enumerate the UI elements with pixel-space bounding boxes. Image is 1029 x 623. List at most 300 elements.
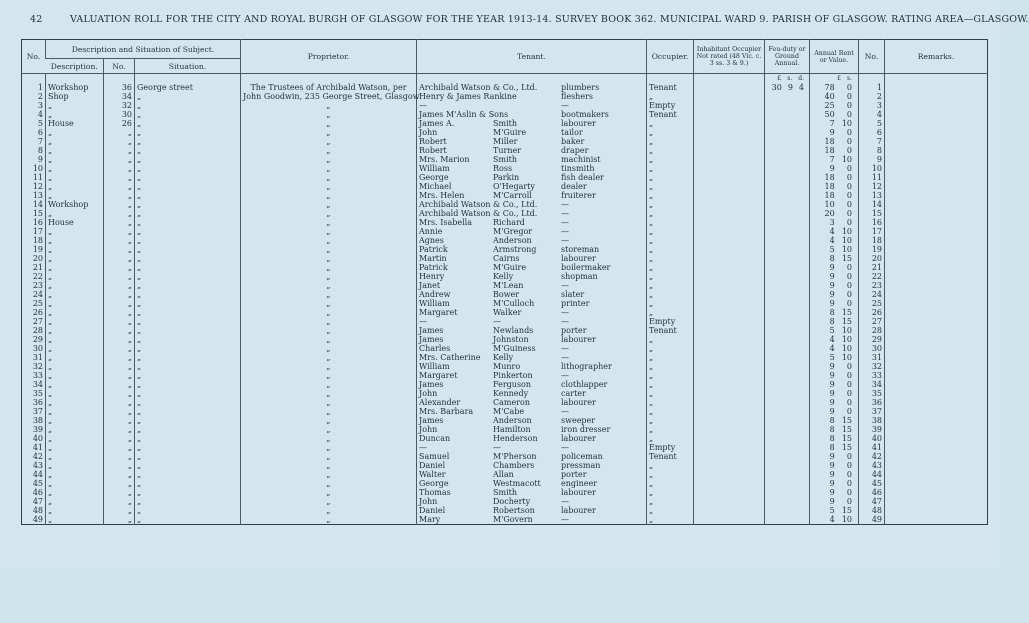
rent-shillings: 15 <box>841 308 852 317</box>
row-occupier: „ <box>647 290 694 299</box>
tenant-trade: printer <box>561 299 590 308</box>
row-rent <box>810 245 859 254</box>
row-number-right: 33 <box>859 371 885 380</box>
row-tenant <box>417 155 647 164</box>
row-situation: „ <box>135 452 241 461</box>
table-row <box>22 479 988 488</box>
rent-pounds: 4 <box>829 344 835 353</box>
row-number: 26 <box>32 308 43 317</box>
table-row <box>22 218 988 227</box>
row-number: 6 <box>37 128 43 137</box>
rent-pounds: 18 <box>824 182 835 191</box>
row-inhabitant-occupier <box>694 137 765 146</box>
row-remarks <box>885 308 988 317</box>
row-description: House <box>46 119 104 128</box>
row-occupier: „ <box>647 479 694 488</box>
row-number-right: 12 <box>859 182 885 191</box>
page-title: VALUATION ROLL FOR THE CITY AND ROYAL BURGH OF GLASGOW FOR THE YEAR 1913-14. SURVEY BOOK 362. MUNICIPAL WARD 9. PARISH OF GLASGOW. RATING AREA—GLASGOW. <box>70 14 1029 25</box>
row-rent <box>810 200 859 209</box>
rent-shillings: 0 <box>846 470 852 479</box>
header-situation: Situation. <box>135 59 241 74</box>
row-remarks <box>885 119 988 128</box>
unit-pounds: £ <box>777 75 782 82</box>
rent-pounds: 4 <box>829 236 835 245</box>
row-feu-duty <box>765 371 810 380</box>
row-remarks <box>885 83 988 92</box>
tenant-surname: Miller <box>493 137 518 146</box>
tenant-surname: O'Hegarty <box>493 182 535 191</box>
row-tenant <box>417 92 647 101</box>
rent-shillings: 10 <box>841 344 852 353</box>
row-number-right: 35 <box>859 389 885 398</box>
row-rent <box>810 110 859 119</box>
tenant-first-name: John <box>419 497 438 506</box>
tenant-first-name: Patrick <box>419 245 448 254</box>
tenant-first-name: James A. <box>419 119 455 128</box>
row-occupier: „ <box>647 209 694 218</box>
rent-shillings: 15 <box>841 416 852 425</box>
row-feu-duty <box>765 191 810 200</box>
row-occupier: „ <box>647 344 694 353</box>
row-feu-duty <box>765 506 810 515</box>
row-number: 4 <box>37 110 43 119</box>
row-remarks <box>885 497 988 506</box>
tenant-first-name: James M'Aslin & Sons <box>419 110 509 119</box>
row-rent <box>810 497 859 506</box>
row-proprietor: „ <box>241 182 417 191</box>
table-row <box>22 326 988 335</box>
table-row <box>22 137 988 146</box>
tenant-surname: M'Gregor <box>493 227 533 236</box>
rent-pounds: 9 <box>829 461 835 470</box>
row-description: Workshop <box>46 83 104 92</box>
tenant-surname: Henderson <box>493 434 538 443</box>
row-remarks <box>885 335 988 344</box>
rent-shillings: 15 <box>841 425 852 434</box>
rent-shillings: 0 <box>846 92 852 101</box>
row-number-right: 9 <box>859 155 885 164</box>
row-street-no: „ <box>104 281 135 290</box>
tenant-first-name: Janet <box>419 281 441 290</box>
tenant-trade: dealer <box>561 182 587 191</box>
row-occupier: „ <box>647 245 694 254</box>
tenant-first-name: William <box>419 299 450 308</box>
row-remarks <box>885 488 988 497</box>
tenant-trade: boilermaker <box>561 263 611 272</box>
row-proprietor: „ <box>241 299 417 308</box>
row-remarks <box>885 164 988 173</box>
row-description: „ <box>46 371 104 380</box>
row-occupier: „ <box>647 263 694 272</box>
row-feu-duty <box>765 353 810 362</box>
rent-shillings: 15 <box>841 443 852 452</box>
row-occupier: Tenant <box>647 110 694 119</box>
rent-pounds: 25 <box>824 101 835 110</box>
row-number-right: 37 <box>859 407 885 416</box>
rent-pounds: 9 <box>829 452 835 461</box>
row-street-no: „ <box>104 146 135 155</box>
row-inhabitant-occupier <box>694 317 765 326</box>
row-feu-duty <box>765 200 810 209</box>
row-remarks <box>885 389 988 398</box>
tenant-trade: policeman <box>561 452 603 461</box>
row-description: „ <box>46 137 104 146</box>
row-occupier: „ <box>647 434 694 443</box>
table-row <box>22 110 988 119</box>
row-inhabitant-occupier <box>694 398 765 407</box>
row-description: „ <box>46 146 104 155</box>
row-number: 2 <box>37 92 43 101</box>
row-occupier: „ <box>647 416 694 425</box>
row-tenant <box>417 272 647 281</box>
table-row <box>22 335 988 344</box>
row-tenant <box>417 83 647 92</box>
row-tenant <box>417 461 647 470</box>
row-proprietor: „ <box>241 461 417 470</box>
row-rent <box>810 236 859 245</box>
table-row <box>22 443 988 452</box>
table-row <box>22 506 988 515</box>
row-description: „ <box>46 443 104 452</box>
row-inhabitant-occupier <box>694 461 765 470</box>
row-inhabitant-occupier <box>694 119 765 128</box>
row-rent <box>810 281 859 290</box>
rent-shillings: 0 <box>846 488 852 497</box>
row-rent <box>810 416 859 425</box>
row-tenant <box>417 425 647 434</box>
row-proprietor: John Goodwin, 235 George Street, Glasgow <box>241 92 417 101</box>
row-street-no: „ <box>104 371 135 380</box>
row-situation: „ <box>135 218 241 227</box>
row-feu-duty <box>765 497 810 506</box>
feu-pence: 4 <box>798 83 804 92</box>
tenant-trade: plumbers <box>561 83 600 92</box>
row-feu-duty <box>765 128 810 137</box>
row-number: 22 <box>32 272 43 281</box>
tenant-trade: fleshers <box>561 92 593 101</box>
row-number: 3 <box>37 101 43 110</box>
row-number-right: 4 <box>859 110 885 119</box>
row-number: 43 <box>32 461 43 470</box>
row-number-right: 2 <box>859 92 885 101</box>
row-description: „ <box>46 227 104 236</box>
rent-pounds: 18 <box>824 191 835 200</box>
row-feu-duty <box>765 299 810 308</box>
row-tenant <box>417 434 647 443</box>
tenant-first-name: Alexander <box>419 398 461 407</box>
row-occupier: Empty <box>647 317 694 326</box>
row-situation: „ <box>135 353 241 362</box>
row-feu-duty <box>765 407 810 416</box>
row-rent <box>810 182 859 191</box>
row-street-no: 36 <box>104 83 135 92</box>
rent-shillings: 15 <box>841 434 852 443</box>
row-street-no: „ <box>104 344 135 353</box>
rent-pounds: 7 <box>829 119 835 128</box>
row-occupier: Tenant <box>647 83 694 92</box>
table-body <box>22 74 988 525</box>
rent-pounds: 20 <box>824 209 835 218</box>
tenant-trade: porter <box>561 326 587 335</box>
row-proprietor: „ <box>241 119 417 128</box>
row-proprietor: „ <box>241 128 417 137</box>
row-description: „ <box>46 506 104 515</box>
tenant-first-name: Andrew <box>419 290 451 299</box>
row-number: 45 <box>32 479 43 488</box>
row-inhabitant-occupier <box>694 146 765 155</box>
row-feu-duty <box>765 245 810 254</box>
header-description: Description. <box>46 59 104 74</box>
rent-pounds: 9 <box>829 299 835 308</box>
table-row <box>22 236 988 245</box>
tenant-trade: — <box>561 344 569 353</box>
row-occupier: „ <box>647 506 694 515</box>
row-street-no: „ <box>104 317 135 326</box>
row-number-right: 3 <box>859 101 885 110</box>
row-street-no: „ <box>104 245 135 254</box>
tenant-trade: — <box>561 443 569 452</box>
row-proprietor: „ <box>241 200 417 209</box>
row-proprietor: „ <box>241 398 417 407</box>
tenant-trade: sweeper <box>561 416 596 425</box>
row-proprietor: „ <box>241 434 417 443</box>
rent-pounds: 9 <box>829 380 835 389</box>
row-inhabitant-occupier <box>694 254 765 263</box>
row-rent <box>810 146 859 155</box>
row-occupier: „ <box>647 335 694 344</box>
row-inhabitant-occupier <box>694 290 765 299</box>
rent-pounds: 9 <box>829 407 835 416</box>
row-remarks <box>885 182 988 191</box>
row-street-no: „ <box>104 389 135 398</box>
rent-shillings: 0 <box>846 173 852 182</box>
row-rent <box>810 164 859 173</box>
row-inhabitant-occupier <box>694 263 765 272</box>
row-occupier: „ <box>647 281 694 290</box>
table-row <box>22 515 988 525</box>
page-number: 42 <box>30 14 43 25</box>
row-situation: „ <box>135 200 241 209</box>
row-occupier: „ <box>647 200 694 209</box>
rent-shillings: 0 <box>846 398 852 407</box>
tenant-first-name: Mary <box>419 515 441 524</box>
tenant-trade: clothlapper <box>561 380 608 389</box>
tenant-trade: labourer <box>561 335 596 344</box>
row-situation: „ <box>135 506 241 515</box>
row-street-no: „ <box>104 326 135 335</box>
tenant-surname: Bower <box>493 290 520 299</box>
row-occupier: „ <box>647 146 694 155</box>
rent-shillings: 15 <box>841 254 852 263</box>
row-situation: „ <box>135 317 241 326</box>
tenant-trade: labourer <box>561 434 596 443</box>
row-street-no: 26 <box>104 119 135 128</box>
row-rent <box>810 461 859 470</box>
row-proprietor: „ <box>241 101 417 110</box>
row-situation: „ <box>135 119 241 128</box>
row-inhabitant-occupier <box>694 362 765 371</box>
row-number-right: 29 <box>859 335 885 344</box>
row-situation: „ <box>135 515 241 525</box>
row-rent <box>810 488 859 497</box>
row-feu-duty <box>765 272 810 281</box>
row-occupier: „ <box>647 299 694 308</box>
row-occupier: „ <box>647 353 694 362</box>
row-rent <box>810 128 859 137</box>
table-row <box>22 488 988 497</box>
rent-pounds: 8 <box>829 443 835 452</box>
row-proprietor: „ <box>241 353 417 362</box>
row-remarks <box>885 434 988 443</box>
row-proprietor: „ <box>241 209 417 218</box>
row-occupier: „ <box>647 191 694 200</box>
row-number: 27 <box>32 317 43 326</box>
rent-pounds: 9 <box>829 389 835 398</box>
tenant-surname: — <box>493 317 501 326</box>
table-row <box>22 353 988 362</box>
rent-shillings: 0 <box>846 218 852 227</box>
row-proprietor: „ <box>241 290 417 299</box>
valuation-table <box>21 39 988 525</box>
tenant-first-name: James <box>419 380 444 389</box>
rent-shillings: 10 <box>841 326 852 335</box>
row-rent <box>810 344 859 353</box>
rent-shillings: 0 <box>846 389 852 398</box>
row-feu-duty <box>765 263 810 272</box>
row-feu-duty <box>765 344 810 353</box>
row-number: 38 <box>32 416 43 425</box>
tenant-trade: labourer <box>561 398 596 407</box>
table-row <box>22 380 988 389</box>
row-tenant <box>417 263 647 272</box>
row-tenant <box>417 254 647 263</box>
unit-pence: d. <box>798 75 804 82</box>
row-street-no: „ <box>104 308 135 317</box>
tenant-trade: shopman <box>561 272 598 281</box>
row-rent <box>810 398 859 407</box>
tenant-first-name: Patrick <box>419 263 448 272</box>
rent-pounds: 8 <box>829 317 835 326</box>
row-number-right: 20 <box>859 254 885 263</box>
row-description: „ <box>46 209 104 218</box>
tenant-surname: M'Pherson <box>493 452 537 461</box>
row-occupier: „ <box>647 119 694 128</box>
tenant-surname: Ross <box>493 164 513 173</box>
tenant-first-name: Archibald Watson & Co., Ltd. <box>419 200 538 209</box>
rent-pounds: 5 <box>829 506 835 515</box>
row-proprietor: „ <box>241 344 417 353</box>
rent-shillings: 0 <box>846 128 852 137</box>
tenant-trade: — <box>561 281 569 290</box>
row-number: 41 <box>32 443 43 452</box>
row-inhabitant-occupier <box>694 272 765 281</box>
row-proprietor: „ <box>241 506 417 515</box>
tenant-trade: porter <box>561 470 587 479</box>
row-tenant <box>417 479 647 488</box>
tenant-first-name: William <box>419 362 450 371</box>
row-number-right: 16 <box>859 218 885 227</box>
header-feu-duty: Feu-duty or Ground Annual. <box>765 40 810 74</box>
row-remarks <box>885 92 988 101</box>
rent-pounds: 4 <box>829 335 835 344</box>
row-inhabitant-occupier <box>694 101 765 110</box>
row-tenant <box>417 299 647 308</box>
tenant-surname: Turner <box>493 146 522 155</box>
row-street-no: „ <box>104 470 135 479</box>
row-description: „ <box>46 281 104 290</box>
rent-shillings: 0 <box>846 83 852 92</box>
row-number: 35 <box>32 389 43 398</box>
row-inhabitant-occupier <box>694 308 765 317</box>
row-tenant <box>417 218 647 227</box>
table-row <box>22 362 988 371</box>
table-row <box>22 290 988 299</box>
row-situation: „ <box>135 362 241 371</box>
tenant-surname: Chambers <box>493 461 535 470</box>
row-remarks <box>885 479 988 488</box>
row-inhabitant-occupier <box>694 182 765 191</box>
row-number-right: 28 <box>859 326 885 335</box>
row-tenant <box>417 146 647 155</box>
rent-pounds: 8 <box>829 308 835 317</box>
row-description: „ <box>46 425 104 434</box>
row-description: „ <box>46 479 104 488</box>
row-situation: „ <box>135 164 241 173</box>
row-description: „ <box>46 488 104 497</box>
row-description: Workshop <box>46 200 104 209</box>
row-number: 14 <box>32 200 43 209</box>
rent-pounds: 9 <box>829 272 835 281</box>
header-tenant: Tenant. <box>417 40 647 74</box>
row-feu-duty <box>765 488 810 497</box>
row-street-no: „ <box>104 353 135 362</box>
table-row <box>22 245 988 254</box>
row-feu-duty <box>765 281 810 290</box>
tenant-trade: — <box>561 101 569 110</box>
rent-pounds: 9 <box>829 164 835 173</box>
row-number: 23 <box>32 281 43 290</box>
row-feu-duty <box>765 119 810 128</box>
row-feu-duty <box>765 425 810 434</box>
row-situation: „ <box>135 335 241 344</box>
tenant-trade: — <box>561 218 569 227</box>
row-description: House <box>46 218 104 227</box>
row-description: „ <box>46 245 104 254</box>
row-tenant <box>417 227 647 236</box>
tenant-trade: lithographer <box>561 362 612 371</box>
rent-shillings: 0 <box>846 272 852 281</box>
row-street-no: „ <box>104 128 135 137</box>
row-remarks <box>885 191 988 200</box>
row-rent <box>810 371 859 380</box>
row-tenant <box>417 335 647 344</box>
row-number-right: 26 <box>859 308 885 317</box>
row-rent <box>810 137 859 146</box>
row-number-right: 18 <box>859 236 885 245</box>
tenant-trade: — <box>561 515 569 524</box>
row-inhabitant-occupier <box>694 443 765 452</box>
row-number: 34 <box>32 380 43 389</box>
row-inhabitant-occupier <box>694 200 765 209</box>
row-number: 29 <box>32 335 43 344</box>
row-situation: „ <box>135 110 241 119</box>
row-description: „ <box>46 398 104 407</box>
row-rent <box>810 434 859 443</box>
row-occupier: „ <box>647 380 694 389</box>
row-tenant <box>417 488 647 497</box>
rent-shillings: 0 <box>846 263 852 272</box>
tenant-first-name: George <box>419 479 449 488</box>
